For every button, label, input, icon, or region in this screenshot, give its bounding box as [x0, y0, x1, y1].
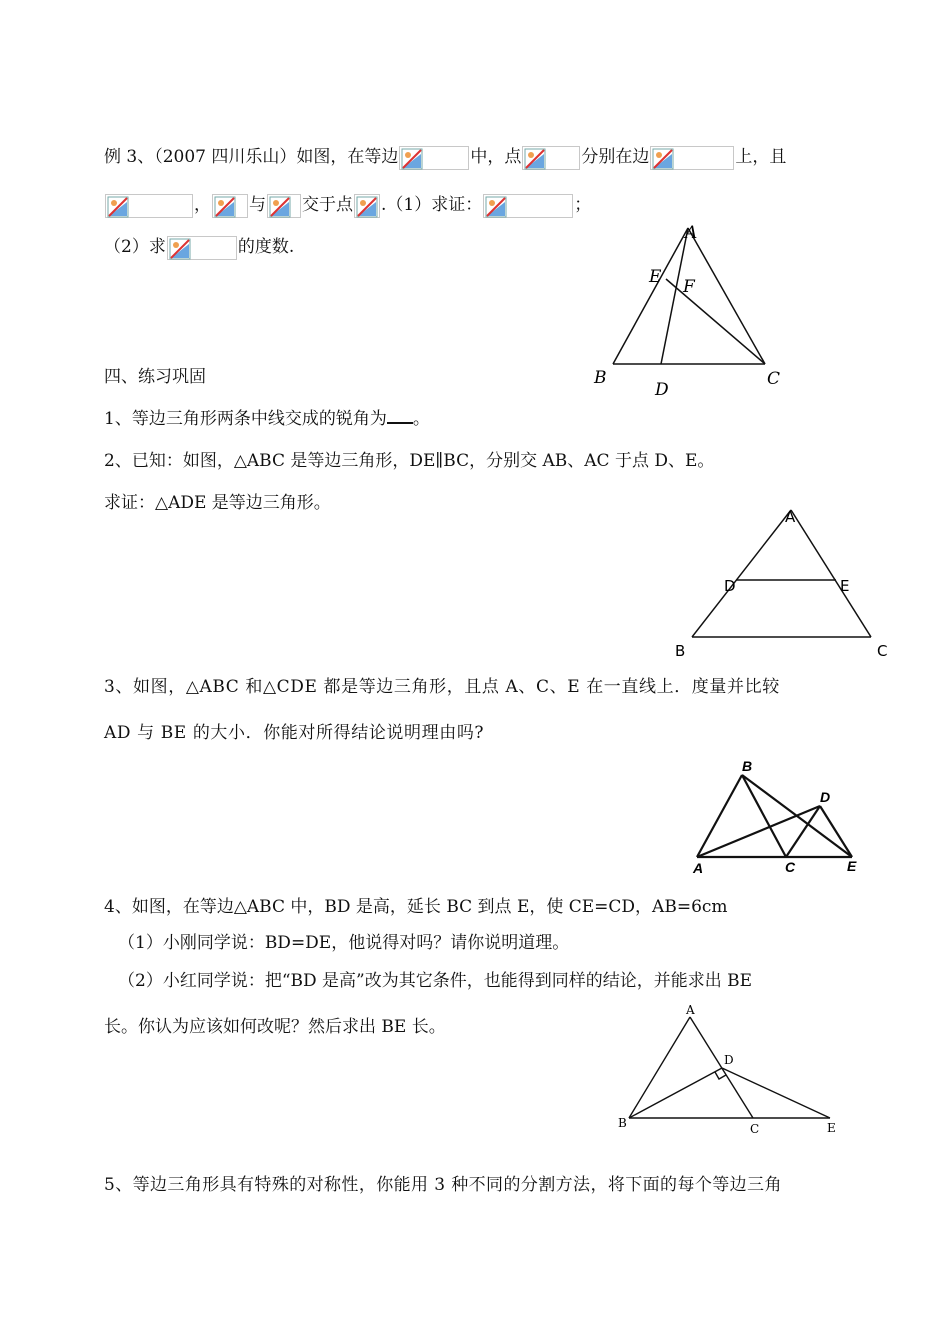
broken-image-icon — [214, 196, 236, 218]
question-2-figure — [670, 505, 900, 665]
formula-image-8 — [483, 194, 573, 218]
question-4-line3: （2）小红同学说：把“BD 是高”改为其它条件，也能得到同样的结论，并能求出 BE — [118, 971, 753, 991]
label-C: C — [750, 1122, 760, 1136]
broken-image-icon — [524, 148, 546, 170]
formula-image-5 — [212, 194, 248, 218]
edge-DE — [820, 806, 852, 857]
edge-AB — [613, 228, 688, 364]
label-D: D — [820, 789, 831, 805]
label-A: A — [693, 860, 704, 876]
segment-AD — [697, 806, 820, 857]
segment-CE — [666, 279, 765, 364]
edge-AB — [692, 510, 791, 637]
question-3-figure — [685, 755, 865, 880]
broken-image-icon — [356, 196, 378, 218]
question-1: 1、等边三角形两条中线交成的锐角为 。 — [104, 406, 430, 432]
label-B: B — [742, 758, 753, 774]
segment-BE — [742, 775, 852, 857]
label-A: A — [686, 1003, 695, 1017]
edge-AB — [629, 1017, 690, 1118]
label-C: C — [767, 369, 781, 389]
question-2-line1: 2、已知：如图，△ABC 是等边三角形，DE∥BC，分别交 AB、AC 于点 D、E。 — [104, 451, 715, 471]
question-2-line2: 求证：△ADE 是等边三角形。 — [104, 493, 331, 513]
broken-image-icon — [401, 148, 423, 170]
label-E: E — [827, 1121, 836, 1135]
label-B: B — [594, 368, 607, 388]
formula-image-3 — [650, 146, 734, 170]
section-heading: 四、练习巩固 — [104, 367, 206, 387]
formula-image-2 — [522, 146, 580, 170]
label-A: A — [685, 223, 698, 243]
formula-image-6 — [267, 194, 301, 218]
formula-image-9 — [167, 236, 237, 260]
broken-image-icon — [652, 148, 674, 170]
broken-image-icon — [107, 196, 129, 218]
label-C: C — [785, 859, 796, 875]
formula-image-7 — [354, 194, 380, 218]
question-4-line4: 长。你认为应该如何改呢？然后求出 BE 长。 — [104, 1017, 446, 1037]
example3-line2: ， 与 交于点 .（1）求证： ； — [104, 192, 591, 218]
formula-image-4 — [105, 194, 193, 218]
label-D: D — [655, 380, 669, 400]
example3-line1: 例 3、（2007 四川乐山）如图，在等边 中，点 分别在边 上，且 — [104, 144, 786, 170]
label-B: B — [675, 642, 686, 660]
edge-AC — [791, 510, 871, 637]
broken-image-icon — [485, 196, 507, 218]
question-4-figure — [612, 1000, 847, 1140]
edge-AB — [697, 775, 742, 857]
question-3-line2: AD 与 BE 的大小．你能对所得结论说明理由吗? — [104, 723, 485, 743]
question-4-line1: 4、如图，在等边△ABC 中，BD 是高，延长 BC 到点 E，使 CE=CD，AB=6cm — [104, 897, 728, 917]
edge-BC — [742, 775, 786, 857]
edge-AC — [688, 228, 765, 364]
label-E: E — [649, 267, 662, 287]
formula-image-1 — [399, 146, 469, 170]
question-3-line1: 3、如图，△ABC 和△CDE 都是等边三角形，且点 A、C、E 在一直线上．度量并比较 — [104, 677, 780, 697]
label-F: F — [683, 277, 695, 297]
label-A: A — [785, 508, 796, 526]
question-4-line2: （1）小刚同学说：BD=DE，他说得对吗？请你说明道理。 — [118, 933, 570, 953]
label-D: D — [724, 1053, 734, 1067]
broken-image-icon — [269, 196, 291, 218]
label-E: E — [840, 577, 850, 595]
example3-figure — [585, 220, 795, 400]
question-5-line1: 5、等边三角形具有特殊的对称性，你能用 3 种不同的分割方法，将下面的每个等边三角 — [104, 1175, 782, 1195]
segment-BD — [629, 1068, 722, 1118]
label-B: B — [618, 1116, 627, 1130]
answer-blank — [387, 406, 413, 424]
label-D: D — [724, 577, 736, 595]
label-E: E — [847, 858, 857, 874]
label-C: C — [877, 642, 888, 660]
example3-line3: （2）求 的度数. — [104, 234, 294, 260]
broken-image-icon — [169, 238, 191, 260]
